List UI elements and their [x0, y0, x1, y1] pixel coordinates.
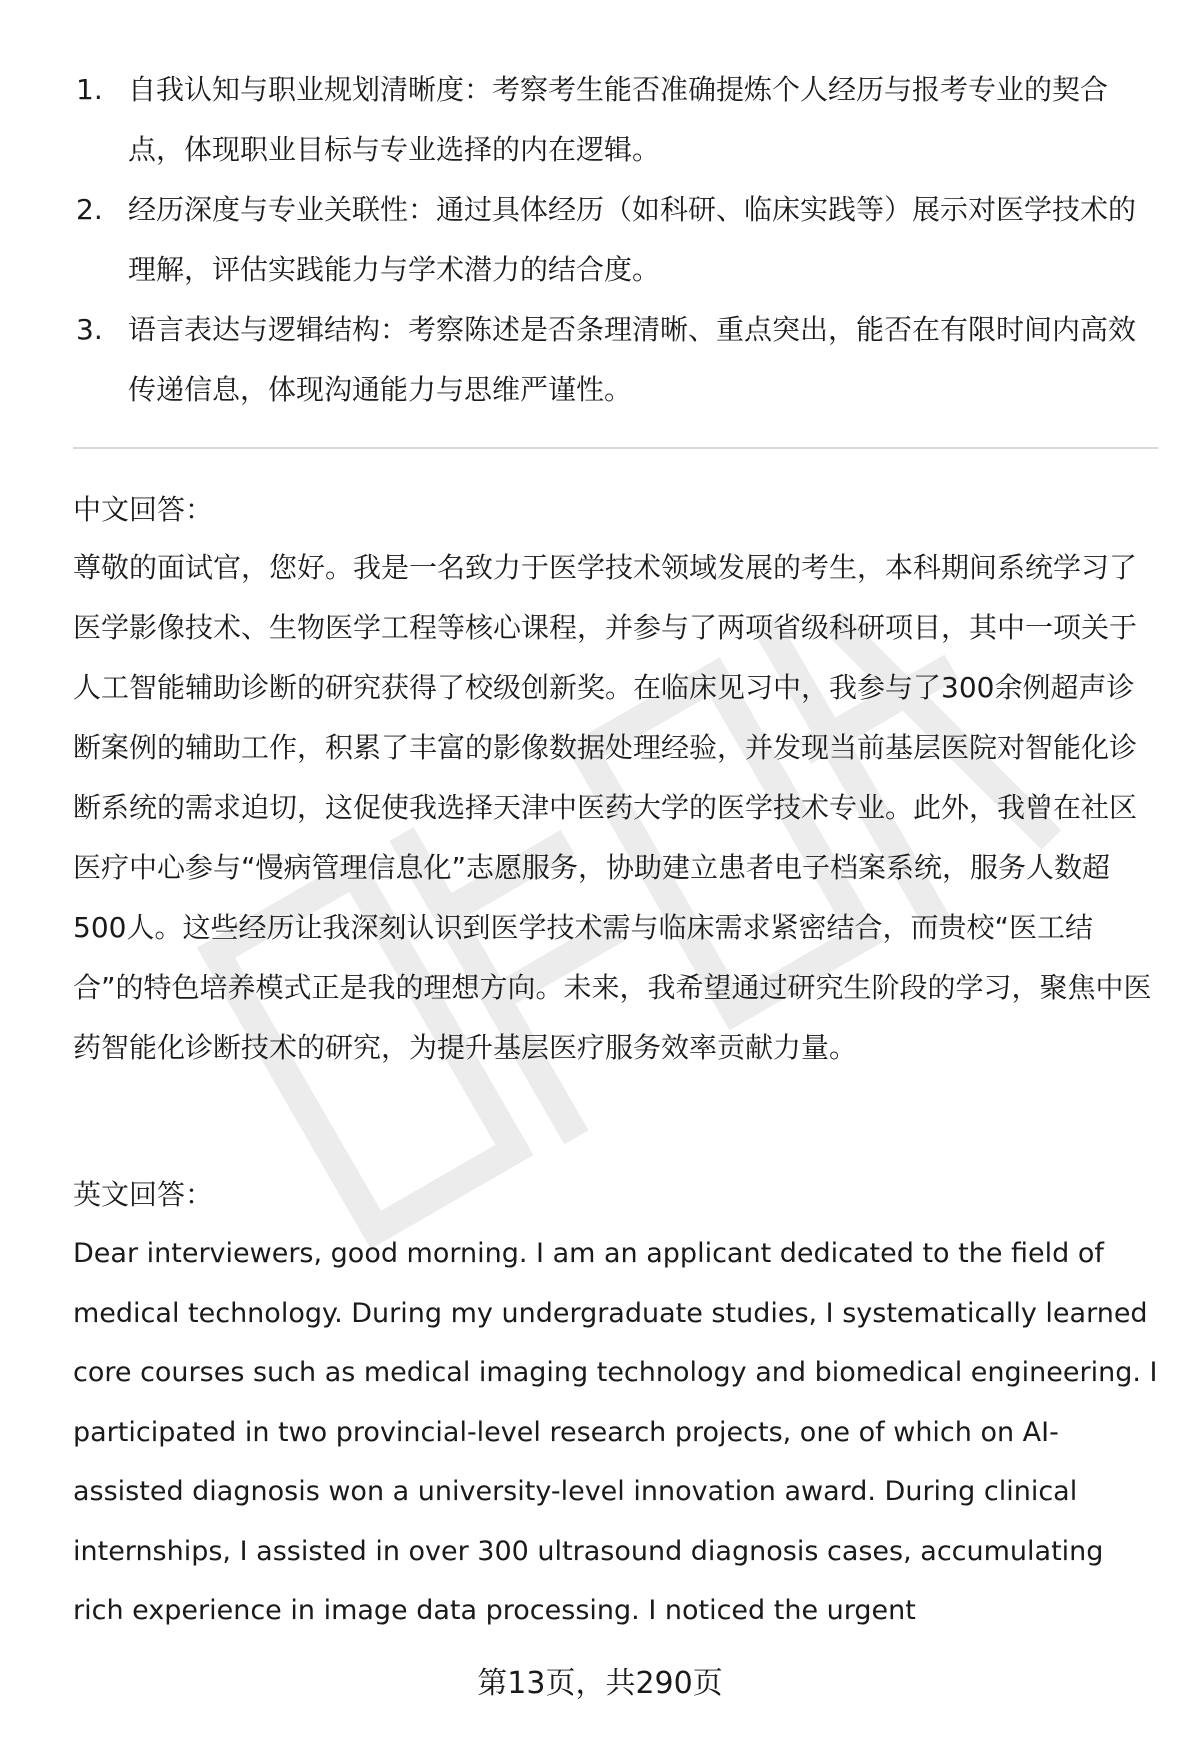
- criteria-text: 语言表达与逻辑结构：考察陈述是否条理清晰、重点突出，能否在有限时间内高效传递信息，体现沟通能力与思维严谨性。: [128, 313, 1137, 406]
- chinese-answer-label: 中文回答：: [73, 493, 214, 526]
- criteria-item: [76, 60, 1156, 180]
- criteria-item: [76, 300, 1156, 420]
- criteria-text: 经历深度与专业关联性：通过具体经历（如科研、临床实践等）展示对医学技术的理解，评估实践能力与学术潜力的结合度。: [128, 193, 1137, 286]
- evaluation-criteria-list: [76, 60, 1156, 420]
- criteria-number: 2.: [76, 193, 103, 226]
- english-answer-text: Dear interviewers, good morning. I am an applicant dedicated to the field of medical technology. During my undergraduate studies, I systematically learned core courses such as medical imaging technology and biomedical engineering. I participated in two provincial-level research projects, one of which on AI-assisted diagnosis won a university-level innovation award. During clinical internships, I assisted in over 300 ultrasound diagnosis cases, accumulating rich experience in image data processing. I noticed the urgent: [73, 1238, 1158, 1626]
- page-number-footer: 第13页，共290页: [477, 1666, 723, 1701]
- criteria-item: [76, 180, 1156, 300]
- section-divider: [73, 447, 1158, 449]
- criteria-number: 1.: [76, 73, 103, 106]
- chinese-answer-text: 尊敬的面试官，您好。我是一名致力于医学技术领域发展的考生，本科期间系统学习了医学影像技术、生物医学工程等核心课程，并参与了两项省级科研项目，其中一项关于人工智能辅助诊断的研究获得了校级创新奖。在临床见习中，我参与了300余例超声诊断案例的辅助工作，积累了丰富的影像数据处理经验，并发现当前基层医院对智能化诊断系统的需求迫切，这促使我选择天津中医药大学的医学技术专业。此外，我曾在社区医疗中心参与“慢病管理信息化”志愿服务，协助建立患者电子档案系统，服务人数超500人。这些经历让我深刻认识到医学技术需与临床需求紧密结合，而贵校“医工结合”的特色培养模式正是我的理想方向。未来，我希望通过研究生阶段的学习，聚焦中医药智能化诊断技术的研究，为提升基层医疗服务效率贡献力量。: [73, 551, 1152, 1064]
- english-answer-label: 英文回答：: [73, 1178, 214, 1211]
- criteria-text: 自我认知与职业规划清晰度：考察考生能否准确提炼个人经历与报考专业的契合点，体现职业目标与专业选择的内在逻辑。: [128, 73, 1109, 166]
- criteria-number: 3.: [76, 313, 103, 346]
